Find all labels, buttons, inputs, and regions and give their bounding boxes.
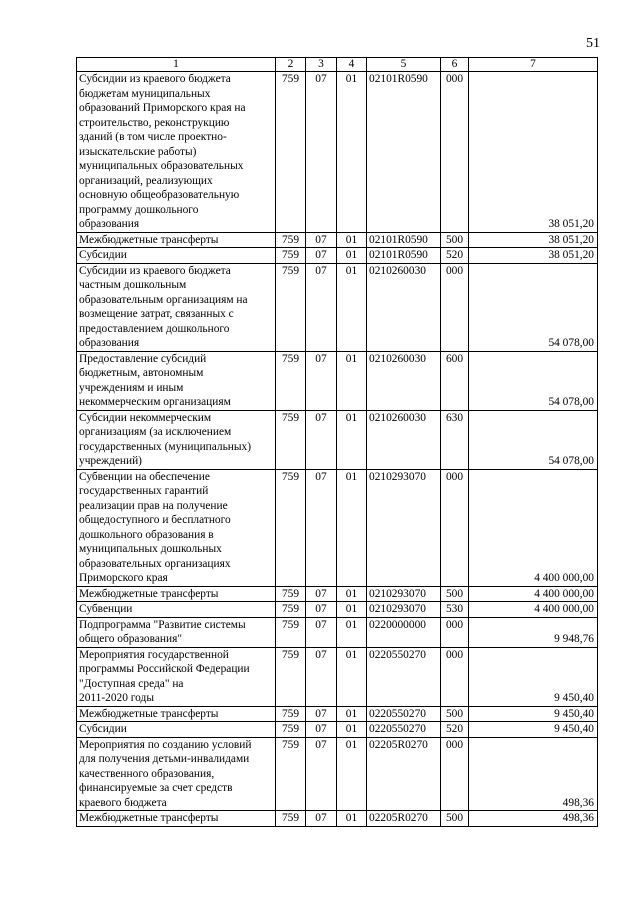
cell-target-item: 02205R0270 (367, 737, 441, 811)
cell-amount: 4 400 000,00 (469, 602, 598, 618)
cell-ministry: 759 (276, 263, 306, 351)
cell-target-item: 0210293070 (367, 602, 441, 618)
row-name: Мероприятия по созданию условий для получения детьми-инвалидами качественного образования, финансируемые за счет средств краевого бюджета (77, 737, 276, 811)
cell-expense-type: 500 (441, 586, 469, 602)
cell-section: 07 (306, 232, 337, 248)
row-name: Субвенции на обеспечение государственных гарантий реализации прав на получение общедоступного и бесплатного дошкольного образования в муниципальных дошкольных образовательных организациях Приморского края (77, 469, 276, 586)
cell-expense-type: 520 (441, 722, 469, 738)
cell-ministry: 759 (276, 232, 306, 248)
row-name: Субсидии (77, 722, 276, 738)
cell-amount: 38 051,20 (469, 72, 598, 233)
table-header-row (77, 58, 598, 72)
cell-target-item: 0210293070 (367, 469, 441, 586)
table-row (77, 602, 598, 618)
cell-target-item: 0210260030 (367, 351, 441, 410)
cell-section: 07 (306, 706, 337, 722)
cell-subsection: 01 (337, 602, 367, 618)
cell-subsection: 01 (337, 617, 367, 647)
row-name: Субсидии из краевого бюджета частным дошкольным образовательным организациям на возмещение затрат, связанных с предоставлением дошкольного образования (77, 263, 276, 351)
cell-ministry: 759 (276, 706, 306, 722)
cell-section: 07 (306, 410, 337, 469)
cell-subsection: 01 (337, 586, 367, 602)
cell-ministry: 759 (276, 469, 306, 586)
cell-expense-type: 000 (441, 72, 469, 233)
column-header: 7 (469, 58, 598, 72)
cell-ministry: 759 (276, 602, 306, 618)
row-name: Межбюджетные трансферты (77, 706, 276, 722)
row-name: Субсидии (77, 248, 276, 264)
row-name: Субсидии некоммерческим организациям (за исключением государственных (муниципальных) учреждений) (77, 410, 276, 469)
cell-ministry: 759 (276, 722, 306, 738)
budget-table (76, 57, 598, 827)
cell-section: 07 (306, 248, 337, 264)
cell-ministry: 759 (276, 72, 306, 233)
cell-section: 07 (306, 722, 337, 738)
column-header: 6 (441, 58, 469, 72)
row-name: Межбюджетные трансферты (77, 586, 276, 602)
row-name: Межбюджетные трансферты (77, 811, 276, 827)
cell-amount: 54 078,00 (469, 410, 598, 469)
cell-amount: 54 078,00 (469, 263, 598, 351)
row-name: Субвенции (77, 602, 276, 618)
cell-subsection: 01 (337, 469, 367, 586)
cell-ministry: 759 (276, 351, 306, 410)
cell-target-item: 0210293070 (367, 586, 441, 602)
cell-ministry: 759 (276, 410, 306, 469)
cell-section: 07 (306, 617, 337, 647)
table-row (77, 351, 598, 410)
cell-target-item: 02101R0590 (367, 232, 441, 248)
cell-subsection: 01 (337, 351, 367, 410)
cell-target-item: 0210260030 (367, 410, 441, 469)
cell-subsection: 01 (337, 263, 367, 351)
cell-expense-type: 600 (441, 351, 469, 410)
cell-amount: 9 948,76 (469, 617, 598, 647)
cell-amount: 38 051,20 (469, 232, 598, 248)
cell-target-item: 02205R0270 (367, 811, 441, 827)
cell-ministry: 759 (276, 647, 306, 706)
cell-expense-type: 520 (441, 248, 469, 264)
cell-section: 07 (306, 72, 337, 233)
cell-expense-type: 000 (441, 647, 469, 706)
cell-subsection: 01 (337, 248, 367, 264)
column-header: 1 (77, 58, 276, 72)
cell-expense-type: 500 (441, 811, 469, 827)
cell-target-item: 0220000000 (367, 617, 441, 647)
cell-amount: 54 078,00 (469, 351, 598, 410)
column-header: 2 (276, 58, 306, 72)
row-name: Подпрограмма "Развитие системы общего образования" (77, 617, 276, 647)
table-row (77, 811, 598, 827)
cell-target-item: 0220550270 (367, 647, 441, 706)
table-row (77, 263, 598, 351)
cell-amount: 9 450,40 (469, 706, 598, 722)
cell-section: 07 (306, 811, 337, 827)
cell-ministry: 759 (276, 811, 306, 827)
cell-subsection: 01 (337, 811, 367, 827)
cell-target-item: 0210260030 (367, 263, 441, 351)
cell-expense-type: 000 (441, 617, 469, 647)
column-header: 4 (337, 58, 367, 72)
cell-amount: 38 051,20 (469, 248, 598, 264)
cell-subsection: 01 (337, 647, 367, 706)
row-name: Межбюджетные трансферты (77, 232, 276, 248)
cell-ministry: 759 (276, 248, 306, 264)
cell-amount: 4 400 000,00 (469, 469, 598, 586)
table-row (77, 586, 598, 602)
cell-expense-type: 000 (441, 469, 469, 586)
cell-ministry: 759 (276, 586, 306, 602)
table-row (77, 617, 598, 647)
table-row (77, 410, 598, 469)
cell-section: 07 (306, 737, 337, 811)
cell-amount: 4 400 000,00 (469, 586, 598, 602)
table-row (77, 72, 598, 233)
cell-subsection: 01 (337, 232, 367, 248)
table-row (77, 737, 598, 811)
cell-target-item: 02101R0590 (367, 248, 441, 264)
cell-expense-type: 530 (441, 602, 469, 618)
cell-target-item: 02101R0590 (367, 72, 441, 233)
cell-amount: 9 450,40 (469, 722, 598, 738)
cell-amount: 498,36 (469, 811, 598, 827)
cell-target-item: 0220550270 (367, 706, 441, 722)
row-name: Субсидии из краевого бюджета бюджетам муниципальных образований Приморского края на строительство, реконструкцию зданий (в том числе проектно- изыскательские работы) муниципальных образовательных организаций, реализующих основную общеобразовательную программу дошкольного образования (77, 72, 276, 233)
cell-target-item: 0220550270 (367, 722, 441, 738)
cell-subsection: 01 (337, 72, 367, 233)
page-number: 51 (586, 36, 600, 51)
cell-amount: 9 450,40 (469, 647, 598, 706)
cell-section: 07 (306, 351, 337, 410)
cell-section: 07 (306, 469, 337, 586)
row-name: Предоставление субсидий бюджетным, автономным учреждениям и иным некоммерческим организациям (77, 351, 276, 410)
cell-section: 07 (306, 647, 337, 706)
table-row (77, 706, 598, 722)
cell-subsection: 01 (337, 706, 367, 722)
cell-section: 07 (306, 586, 337, 602)
table-row (77, 248, 598, 264)
cell-subsection: 01 (337, 722, 367, 738)
table-row (77, 722, 598, 738)
cell-ministry: 759 (276, 737, 306, 811)
cell-expense-type: 500 (441, 706, 469, 722)
cell-expense-type: 000 (441, 263, 469, 351)
cell-section: 07 (306, 602, 337, 618)
table-row (77, 469, 598, 586)
row-name: Мероприятия государственной программы Российской Федерации "Доступная среда" на 2011-2020 годы (77, 647, 276, 706)
column-header: 5 (367, 58, 441, 72)
cell-subsection: 01 (337, 737, 367, 811)
cell-ministry: 759 (276, 617, 306, 647)
cell-section: 07 (306, 263, 337, 351)
cell-expense-type: 630 (441, 410, 469, 469)
cell-expense-type: 500 (441, 232, 469, 248)
table-row (77, 647, 598, 706)
cell-subsection: 01 (337, 410, 367, 469)
table-row (77, 232, 598, 248)
cell-expense-type: 000 (441, 737, 469, 811)
cell-amount: 498,36 (469, 737, 598, 811)
column-header: 3 (306, 58, 337, 72)
